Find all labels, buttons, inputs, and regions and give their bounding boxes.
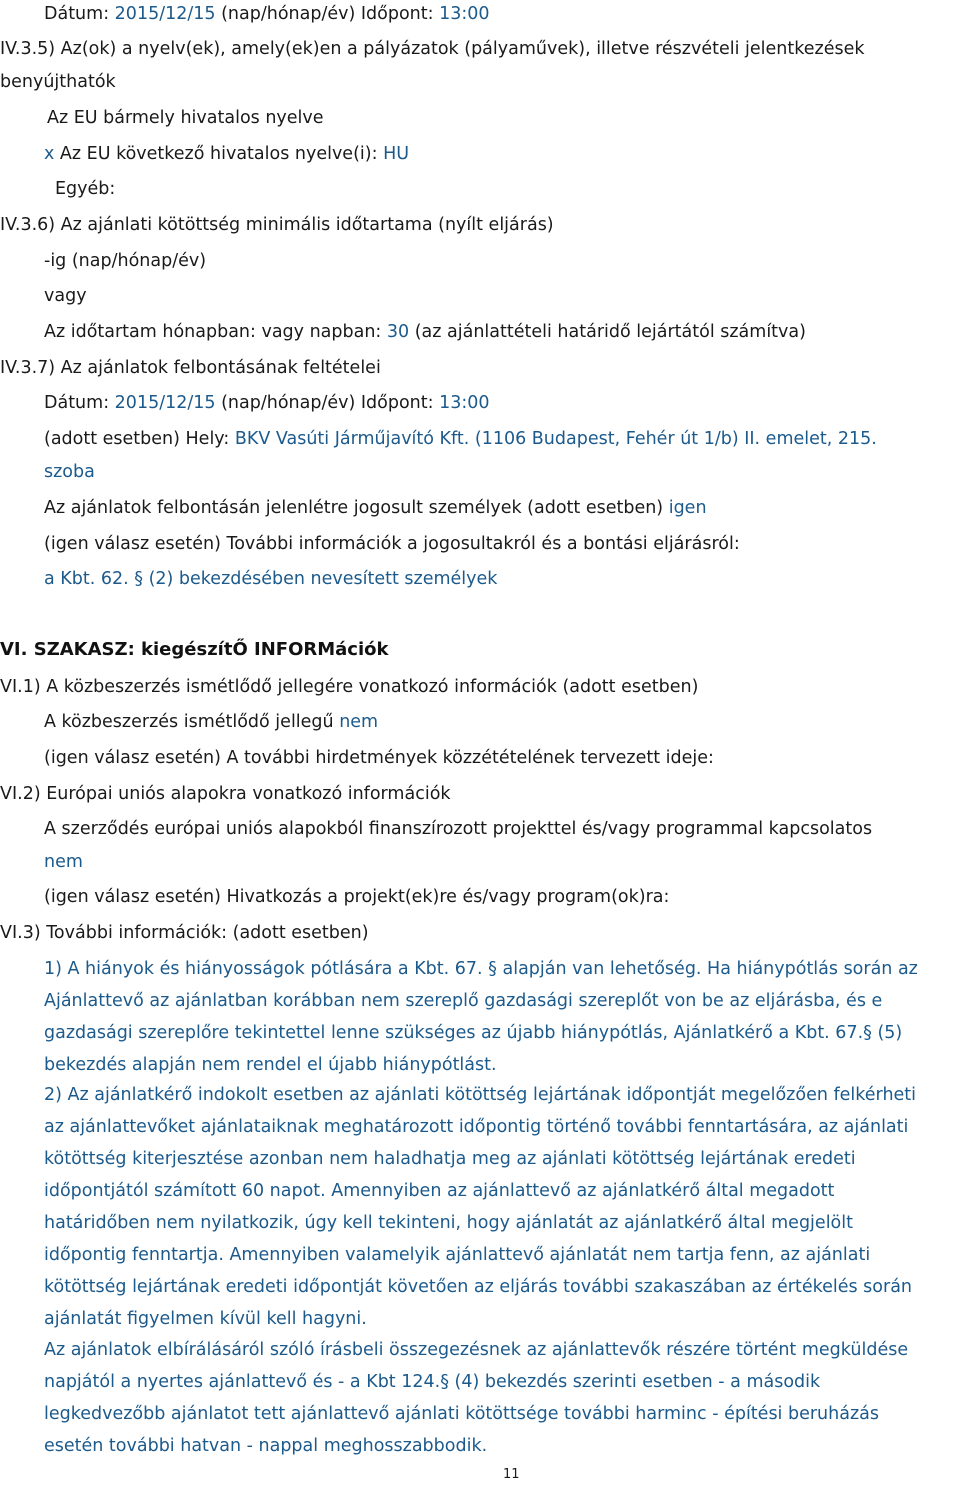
additional-info-line: kötöttség kiterjesztése azonban nem haladhatja meg az ajánlati kötöttség lejártának eredeti — [44, 1149, 856, 1169]
attendees-label: Az ajánlatok felbontásán jelenlétre jogosult személyek (adott esetben) — [44, 498, 669, 518]
date-label: Dátum: — [44, 4, 115, 24]
opening-place-line — [44, 427, 877, 451]
attendees-line — [44, 496, 707, 520]
check-mark: x — [44, 144, 55, 164]
attendees-info-value: a Kbt. 62. § (2) bekezdésében nevesített személyek — [44, 569, 498, 589]
language-following-label: Az EU következő hivatalos nyelve(i): — [54, 144, 384, 164]
time-label: (nap/hónap/év) Időpont: — [215, 393, 440, 413]
additional-info-line: Az ajánlatok elbírálásáról szóló írásbeli összegezésnek az ajánlattevők részére történt megküldése — [44, 1340, 909, 1360]
recurring-value: nem — [339, 712, 379, 732]
additional-info-line: ajánlatát figyelmen kívül kell hagyni. — [44, 1309, 367, 1329]
time-label: (nap/hónap/év) Időpont: — [215, 4, 440, 24]
opening-date-line-2 — [44, 391, 490, 415]
language-value: HU — [383, 144, 410, 164]
additional-info-line: időpontig fenntartja. Amennyiben valamelyik ajánlattevő ajánlatát nem tartja fenn, az ajánlati — [44, 1245, 871, 1265]
additional-info-line: kötöttség lejártának eredeti időpontját követően az eljárás további szakaszában az értékelés során — [44, 1277, 913, 1297]
additional-info-line: legkedvezőbb ajánlatot tett ajánlattevő ajánlati kötöttsége további harminc - építési beruházás — [44, 1404, 879, 1424]
place-label: (adott esetben) Hely: — [44, 429, 235, 449]
date-label: Dátum: — [44, 393, 115, 413]
section-iv-3-5-heading: IV.3.5) Az(ok) a nyelv(ek), amely(ek)en a pályázatok (pályaművek), illetve részvételi jelentkezések — [0, 39, 865, 59]
additional-info-line: 1) A hiányok és hiányosságok pótlására a Kbt. 67. § alapján van lehetőség. Ha hiánypótlás során az — [44, 959, 918, 979]
section-vi-3-heading: VI.3) További információk: (adott esetben) — [0, 923, 369, 943]
opening-date-line — [44, 2, 490, 26]
attendees-info-label: (igen válasz esetén) További információk a jogosultakról és a bontási eljárásról: — [44, 534, 740, 554]
additional-info-line: gazdasági szereplőre tekintettel lenne szükséges az újabb hiánypótlás, Ajánlatkérő a Kbt. 67.§ (5) — [44, 1023, 903, 1043]
eu-project-reference-label: (igen válasz esetén) Hivatkozás a projekt(ek)re és/vagy program(ok)ra: — [44, 887, 670, 907]
date-value: 2015/12/15 — [114, 393, 216, 413]
section-iv-3-6-heading: IV.3.6) Az ajánlati kötöttség minimális időtartama (nyílt eljárás) — [0, 215, 554, 235]
additional-info-line: időpontjától számított 60 napot. Amennyiben az ajánlattevő az ajánlatkérő által megadott — [44, 1181, 835, 1201]
additional-info-line: 2) Az ajánlatkérő indokolt esetben az ajánlati kötöttség lejártának időpontját megelőzően felkérheti — [44, 1085, 917, 1105]
eu-funds-label: A szerződés európai uniós alapokból finanszírozott projekttel és/vagy programmal kapcsolatos — [44, 819, 873, 839]
section-vi-1-heading: VI.1) A közbeszerzés ismétlődő jellegére vonatkozó információk (adott esetben) — [0, 677, 699, 697]
additional-info-line: bekezdés alapján nem rendel el újabb hiánypótlást. — [44, 1055, 497, 1075]
time-value: 13:00 — [439, 4, 490, 24]
additional-info-line: napjától a nyertes ajánlattevő és - a Kbt 124.§ (4) bekezdés szerinti esetben - a második — [44, 1372, 821, 1392]
eu-funds-value: nem — [44, 852, 83, 872]
recurring-line — [44, 710, 378, 734]
duration-note: (az ajánlattételi határidő lejártától számítva) — [409, 322, 806, 342]
additional-info-line: az ajánlattevőket ajánlataiknak meghatározott időpontig történő további fenntartására, az ajánlati — [44, 1117, 909, 1137]
language-option-other: Egyéb: — [55, 179, 116, 199]
section-iv-3-5-heading-cont: benyújthatók — [0, 72, 116, 92]
language-option-following — [44, 142, 409, 166]
date-value: 2015/12/15 — [114, 4, 216, 24]
section-vi-2-heading: VI.2) Európai uniós alapokra vonatkozó információk — [0, 784, 451, 804]
recurring-timing-label: (igen válasz esetén) A további hirdetmények közzétételének tervezett ideje: — [44, 748, 714, 768]
language-option-any: Az EU bármely hivatalos nyelve — [47, 108, 324, 128]
duration-days-value: 30 — [386, 322, 410, 342]
binding-until-date: -ig (nap/hónap/év) — [44, 251, 207, 271]
time-value: 13:00 — [439, 393, 490, 413]
or-text: vagy — [44, 286, 87, 306]
page-number: 11 — [503, 1467, 520, 1482]
binding-duration-line — [44, 320, 806, 344]
place-value: BKV Vasúti Járműjavító Kft. (1106 Budapest, Fehér út 1/b) II. emelet, 215. — [234, 429, 877, 449]
additional-info-line: Ajánlattevő az ajánlatban korábban nem szereplő gazdasági szereplőt von be az eljárásba, és e — [44, 991, 883, 1011]
additional-info-line: esetén további hatvan - nappal meghosszabbodik. — [44, 1436, 488, 1456]
section-iv-3-7-heading: IV.3.7) Az ajánlatok felbontásának feltételei — [0, 358, 381, 378]
section-vi-heading: VI. SZAKASZ: kiegészítŐ INFORMációk — [0, 639, 389, 660]
attendees-value: igen — [668, 498, 707, 518]
additional-info-line: határidőben nem nyilatkozik, úgy kell tekinteni, hogy ajánlatát az ajánlatkérő által megjelölt — [44, 1213, 853, 1233]
recurring-label: A közbeszerzés ismétlődő jellegű — [44, 712, 340, 732]
duration-label: Az időtartam hónapban: vagy napban: — [44, 322, 387, 342]
place-value-cont: szoba — [44, 462, 95, 482]
